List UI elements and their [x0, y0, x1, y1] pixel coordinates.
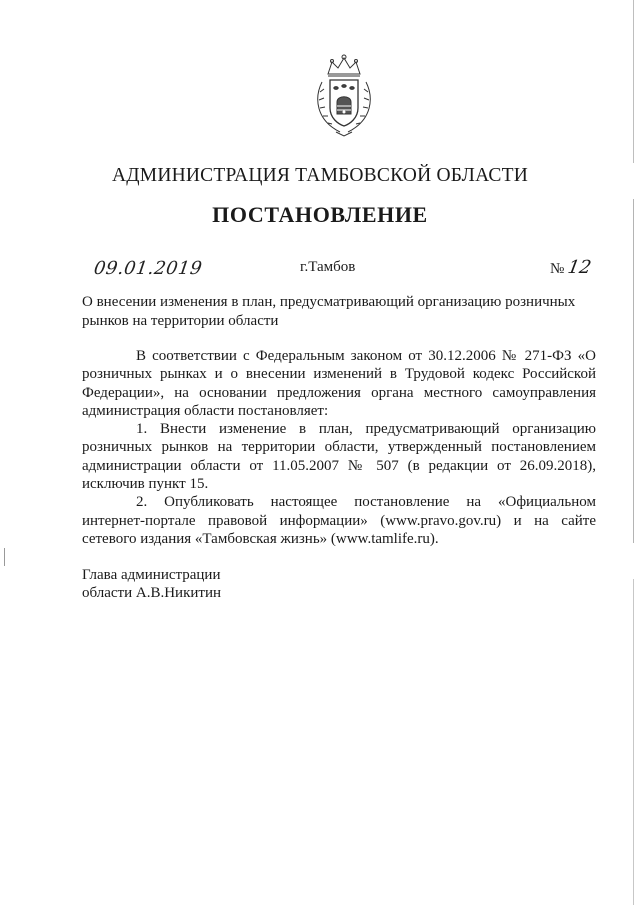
number-value: 12	[566, 257, 593, 278]
body-item-1: 1. Внести изменение в план, предусматривающий организацию розничных рынков на территории области, утвержденный постановлением администрации области от 11.05.2007 № 507 (в редакции от 26.09.2018), исключив пункт 15.	[82, 421, 596, 493]
body-item-2: 2. Опубликовать настоящее постановление на «Официальном интернет-портале правовой информации» (www.pravo.gov.ru) и на сайте сетевого издания «Тамбовская жизнь» (www.tamlife.ru).	[82, 494, 596, 547]
document-number	[550, 257, 591, 278]
document-type-title: ПОСТАНОВЛЕНИЕ	[212, 202, 428, 227]
tambov-coat-of-arms-icon	[310, 52, 378, 138]
signature-block	[82, 566, 221, 602]
document-date: 09.01.2019	[92, 258, 204, 279]
scan-edge-left-mark	[4, 548, 5, 566]
organization-name: АДМИНИСТРАЦИЯ ТАМБОВСКОЙ ОБЛАСТИ	[112, 165, 528, 186]
body-intro-paragraph: В соответствии с Федеральным законом от 30.12.2006 № 271-ФЗ «О розничных рынках и о внесении изменений в Трудовой кодекс Российской Федерации», на основании предложения органа местного самоуправления администрация области постановляет:	[82, 348, 596, 419]
signature-line-2: области А.В.Никитин	[82, 585, 222, 601]
scan-edge-right	[633, 0, 634, 905]
document-body	[82, 347, 596, 548]
document-city: г.Тамбов	[300, 259, 356, 275]
document-subject: О внесении изменения в план, предусматривающий организацию розничных рынков на территории области	[82, 294, 576, 329]
number-prefix: №	[550, 261, 565, 277]
signature-line-1: Глава администрации	[82, 567, 221, 583]
